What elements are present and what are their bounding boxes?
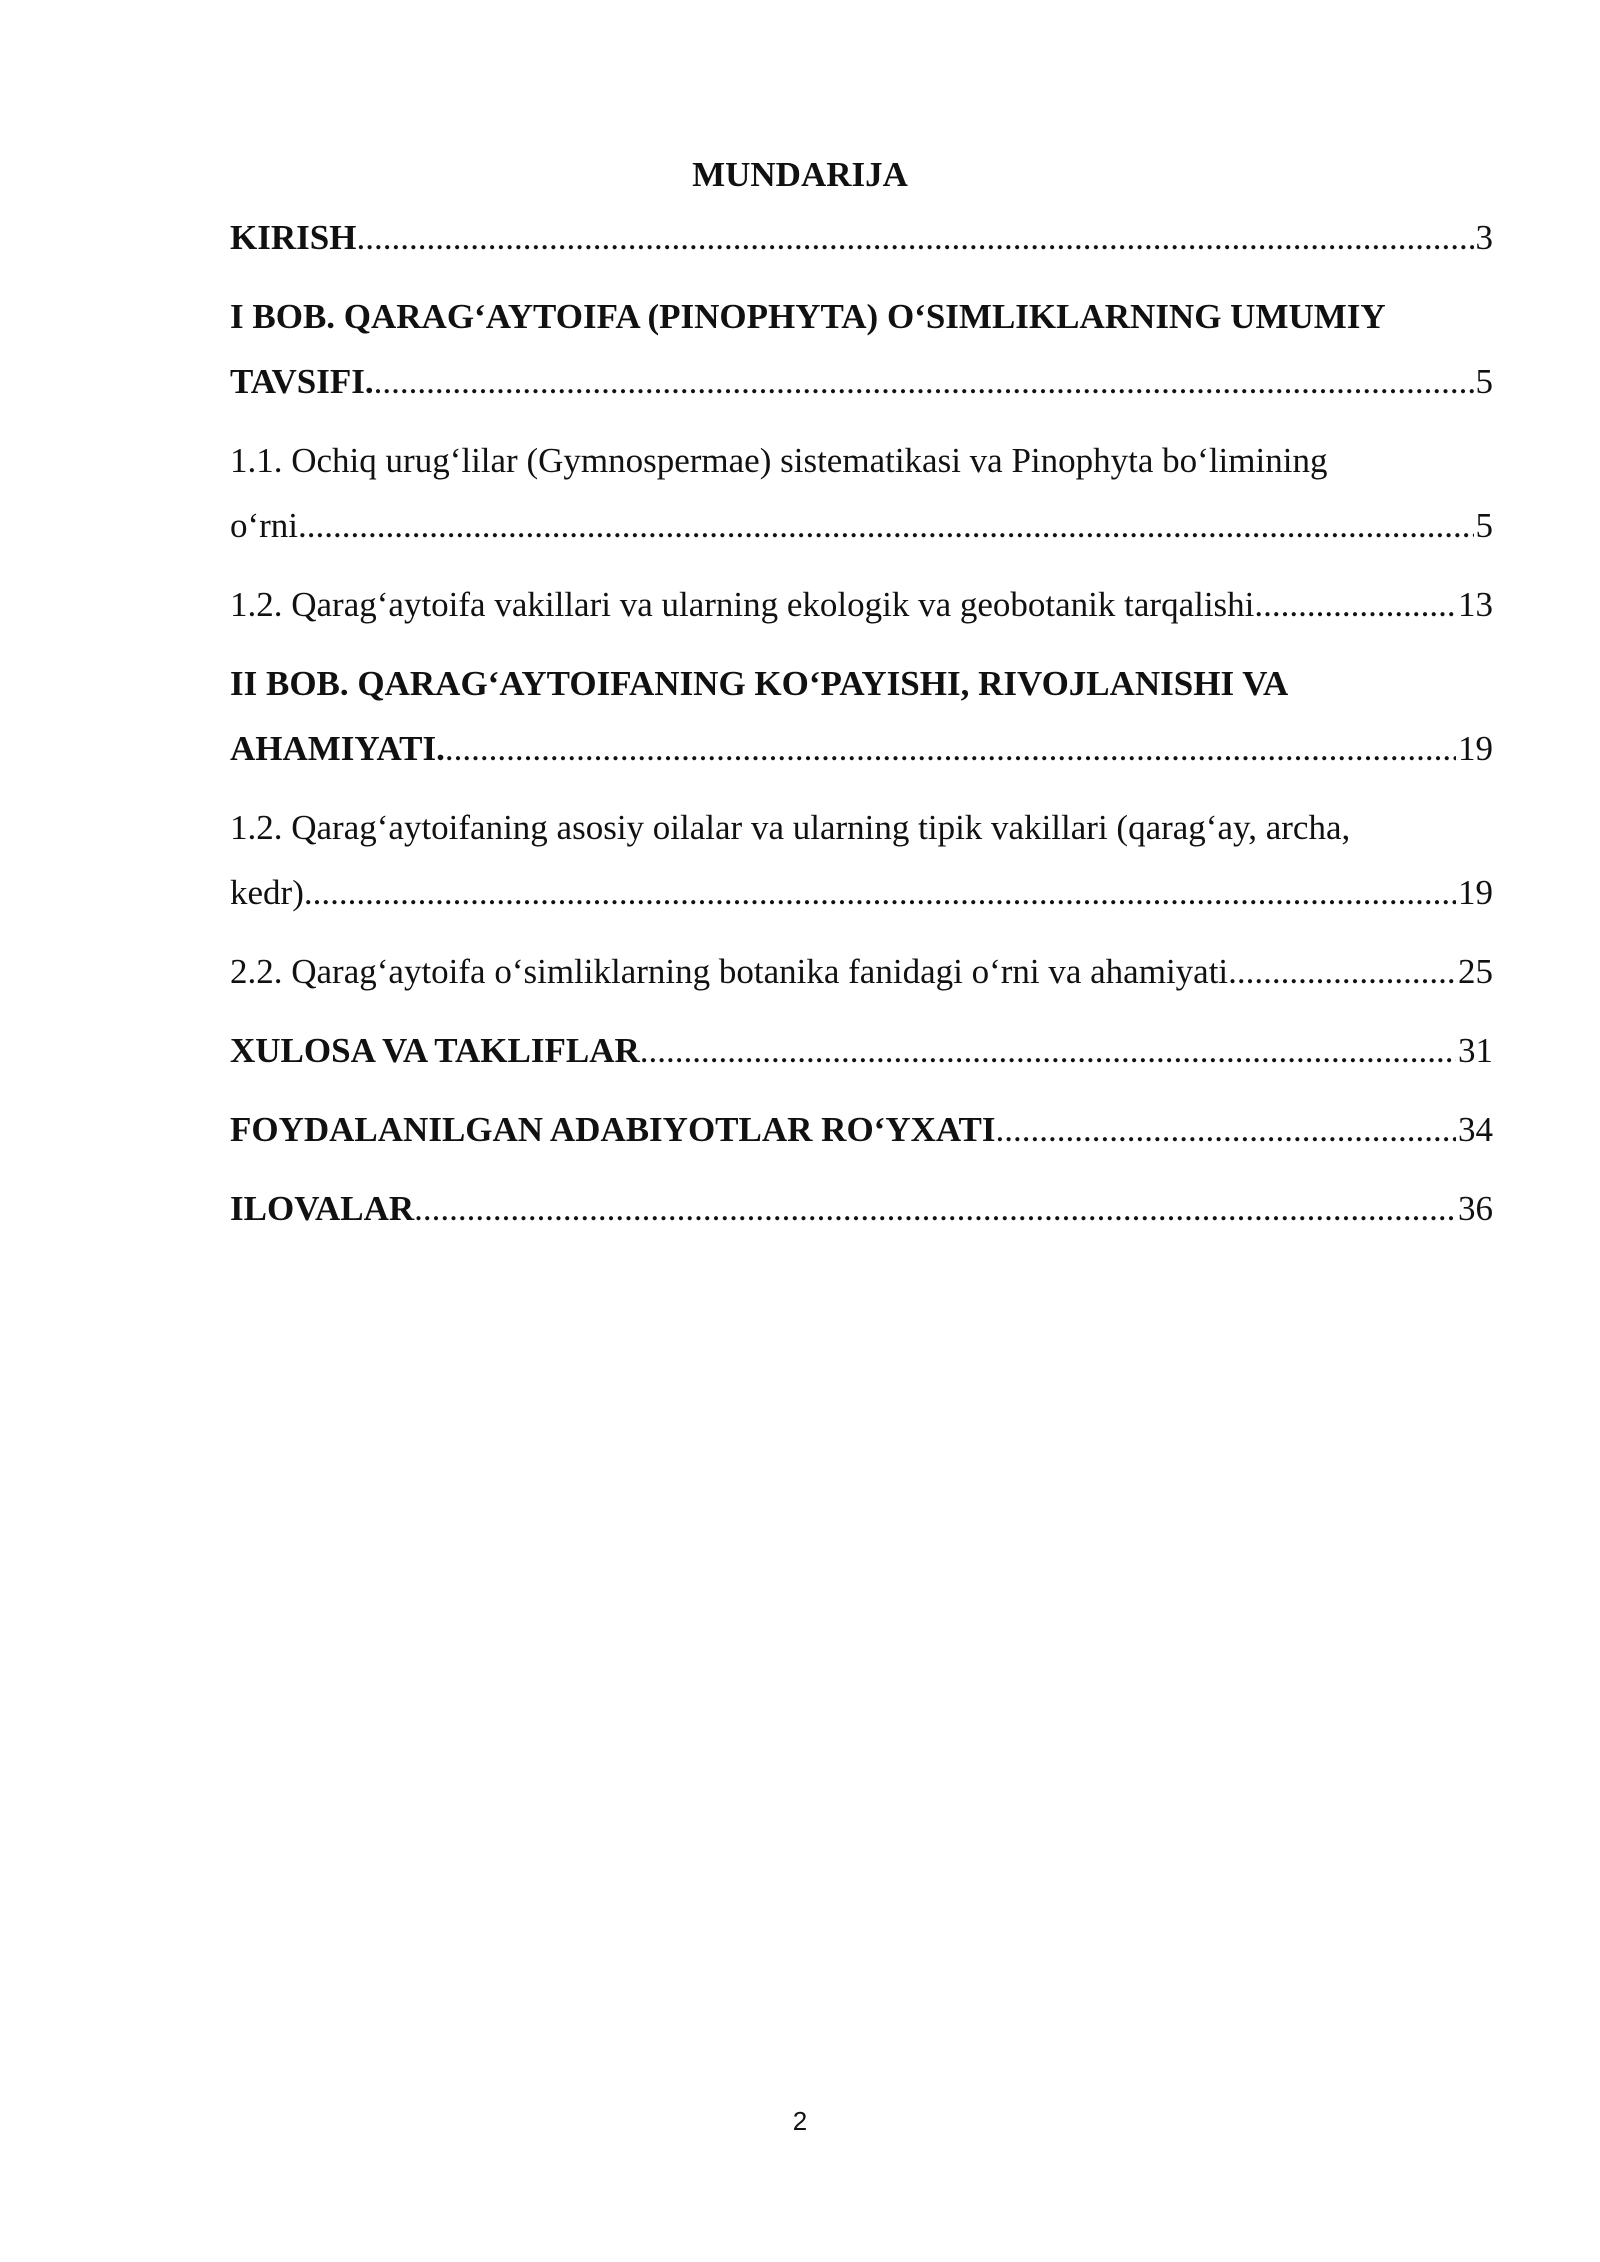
table-of-contents [230,205,1493,1255]
toc-entry-title: XULOSA VA TAKLIFLAR [230,1031,640,1070]
dot-leader [356,205,1473,270]
toc-entry-references[interactable] [230,1097,1493,1162]
toc-entry-chapter-1[interactable] [230,284,1493,414]
toc-entry-title: FOYDALANILGAN ADABIYOTLAR RO‘YXATI [230,1110,996,1149]
toc-entry-section-2-2[interactable] [230,939,1493,1004]
dot-leader [374,349,1474,414]
dot-leader [445,716,1456,781]
toc-entry-section-1-1[interactable] [230,428,1493,558]
toc-entry-line [230,1018,1493,1083]
toc-entry-title-line-1: 1.2. Qarag‘aytoifaning asosiy oilalar va ularning tipik vakillari (qarag‘ay, archa, [230,808,1351,847]
toc-entry-chapter-2[interactable] [230,651,1493,781]
toc-entry-page: 3 [1475,218,1493,257]
toc-entry-title: 1.2. Qarag‘aytoifa vakillari va ularning ekologik va geobotanik tarqalishi [230,585,1255,624]
toc-entry-page: 36 [1458,1189,1493,1228]
toc-entry-page: 5 [1475,506,1493,545]
toc-entry-page: 31 [1458,1031,1493,1070]
toc-entry-section-1-2[interactable] [230,572,1493,637]
toc-entry-page: 25 [1458,952,1493,991]
toc-entry-line [230,493,1493,558]
toc-entry-page: 19 [1458,873,1493,912]
toc-entry-page: 19 [1458,729,1493,768]
toc-entry-title: ILOVALAR [230,1189,415,1228]
toc-entry-title-line-2: TAVSIFI. [230,362,374,401]
page-title: MUNDARIJA [692,155,908,194]
toc-entry-title-line-2: o‘rni [230,506,299,545]
toc-entry-kirish[interactable] [230,205,1493,270]
dot-leader [640,1018,1456,1083]
toc-entry-title: KIRISH [230,218,357,257]
dot-leader [1228,939,1456,1004]
dot-leader [1254,572,1456,637]
dot-leader [304,860,1456,925]
page-number: 2 [792,2106,808,2136]
dot-leader [414,1176,1456,1241]
toc-entry-line [230,1176,1493,1241]
dot-leader [298,493,1473,558]
toc-entry-line [230,939,1493,1004]
toc-entry-title: 2.2. Qarag‘aytoifa o‘simliklarning botanika fanidagi o‘rni va ahamiyati [230,952,1229,991]
toc-entry-section-2-1[interactable] [230,795,1493,925]
toc-entry-line [230,572,1493,637]
toc-entry-title-line-1: II BOB. QARAG‘AYTOIFANING KO‘PAYISHI, RIVOJLANISHI VA [230,664,1289,703]
toc-entry-page: 5 [1475,362,1493,401]
toc-entry-page: 34 [1458,1110,1493,1149]
toc-entry-title-line-1: I BOB. QARAG‘AYTOIFA (PINOPHYTA) O‘SIMLIKLARNING UMUMIY [230,297,1386,336]
toc-entry-title-line-1: 1.1. Ochiq urug‘lilar (Gymnospermae) sistematikasi va Pinophyta bo‘limining [230,441,1328,480]
toc-entry-line [230,349,1493,414]
toc-entry-title-line-2: kedr) [230,873,304,912]
toc-entry-line [230,860,1493,925]
toc-entry-title-line-2: AHAMIYATI. [230,729,445,768]
toc-entry-line [230,716,1493,781]
toc-entry-conclusion[interactable] [230,1018,1493,1083]
toc-entry-appendices[interactable] [230,1176,1493,1241]
dot-leader [996,1097,1456,1162]
toc-entry-line [230,205,1493,270]
toc-entry-line [230,1097,1493,1162]
toc-entry-page: 13 [1458,585,1493,624]
